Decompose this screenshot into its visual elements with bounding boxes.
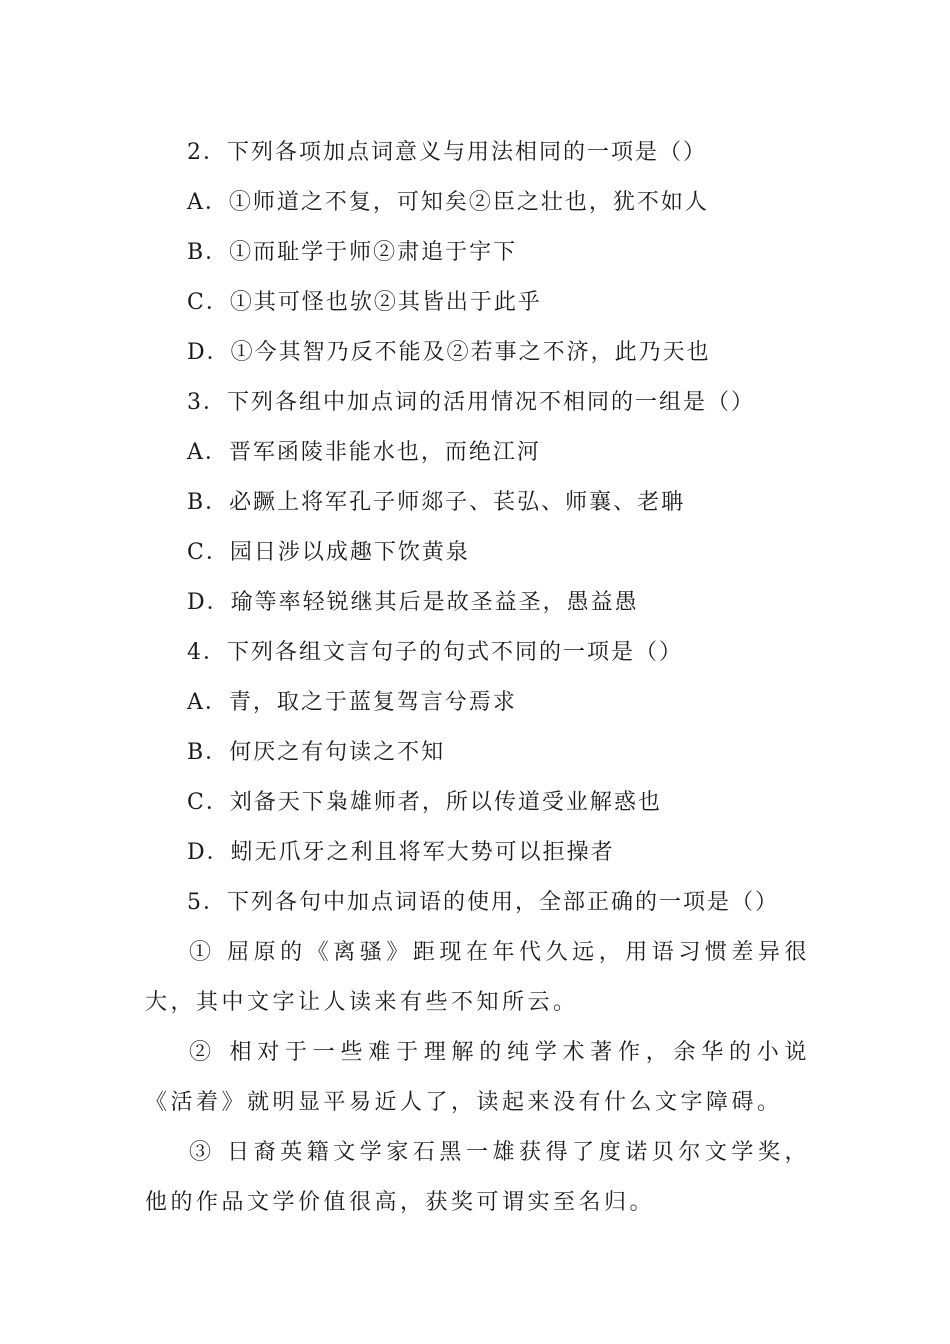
question-2-option-b: B．①而耻学于师②肃追于宇下	[187, 240, 518, 265]
question-2-option-c: C．①其可怪也欤②其皆出于此乎	[187, 290, 542, 315]
question-3-option-d: D．瑜等率轻锐继其后是故圣益圣，愚益愚	[187, 590, 639, 615]
question-4-option-a: A．青，取之于蓝复驾言兮焉求	[187, 690, 517, 715]
question-3-option-a: A．晋军函陵非能水也，而绝江河	[187, 440, 541, 465]
question-2-option-a: A．①师道之不复，可知矣②臣之壮也，犹不如人	[187, 190, 709, 215]
question-5-stem: 5．下列各句中加点词语的使用，全部正确的一项是（）	[187, 890, 779, 915]
question-2-option-d: D．①今其智乃反不能及②若事之不济，此乃天也	[187, 340, 711, 365]
question-4-option-c: C．刘备天下枭雄师者，所以传道受业解惑也	[187, 790, 662, 815]
question-5-sentence-2: ② 相对于一些难于理解的纯学术著作，余华的小说《活着》就明显平易近人了，读起来没有什么文字障碍。	[145, 1040, 810, 1115]
question-2-stem: 2．下列各项加点词意义与用法相同的一项是（）	[187, 140, 707, 165]
question-3-option-b: B．必蹶上将军孔子师郯子、苌弘、师襄、老聃	[187, 490, 686, 515]
question-3-stem: 3．下列各组中加点词的活用情况不相同的一组是（）	[187, 390, 755, 415]
question-5-sentence-3: ③ 日裔英籍文学家石黑一雄获得了度诺贝尔文学奖，他的作品文学价值很高，获奖可谓实至名归。	[145, 1140, 810, 1215]
question-4-stem: 4．下列各组文言句子的句式不同的一项是（）	[187, 640, 683, 665]
question-4-option-b: B．何厌之有句读之不知	[187, 740, 446, 765]
question-4-option-d: D．蚓无爪牙之利且将军大势可以拒操者	[187, 840, 615, 865]
question-3-option-c: C．园日涉以成趣下饮黄泉	[187, 540, 470, 565]
question-5-sentence-1: ① 屈原的《离骚》距现在年代久远，用语习惯差异很大，其中文字让人读来有些不知所云。	[145, 940, 810, 1015]
